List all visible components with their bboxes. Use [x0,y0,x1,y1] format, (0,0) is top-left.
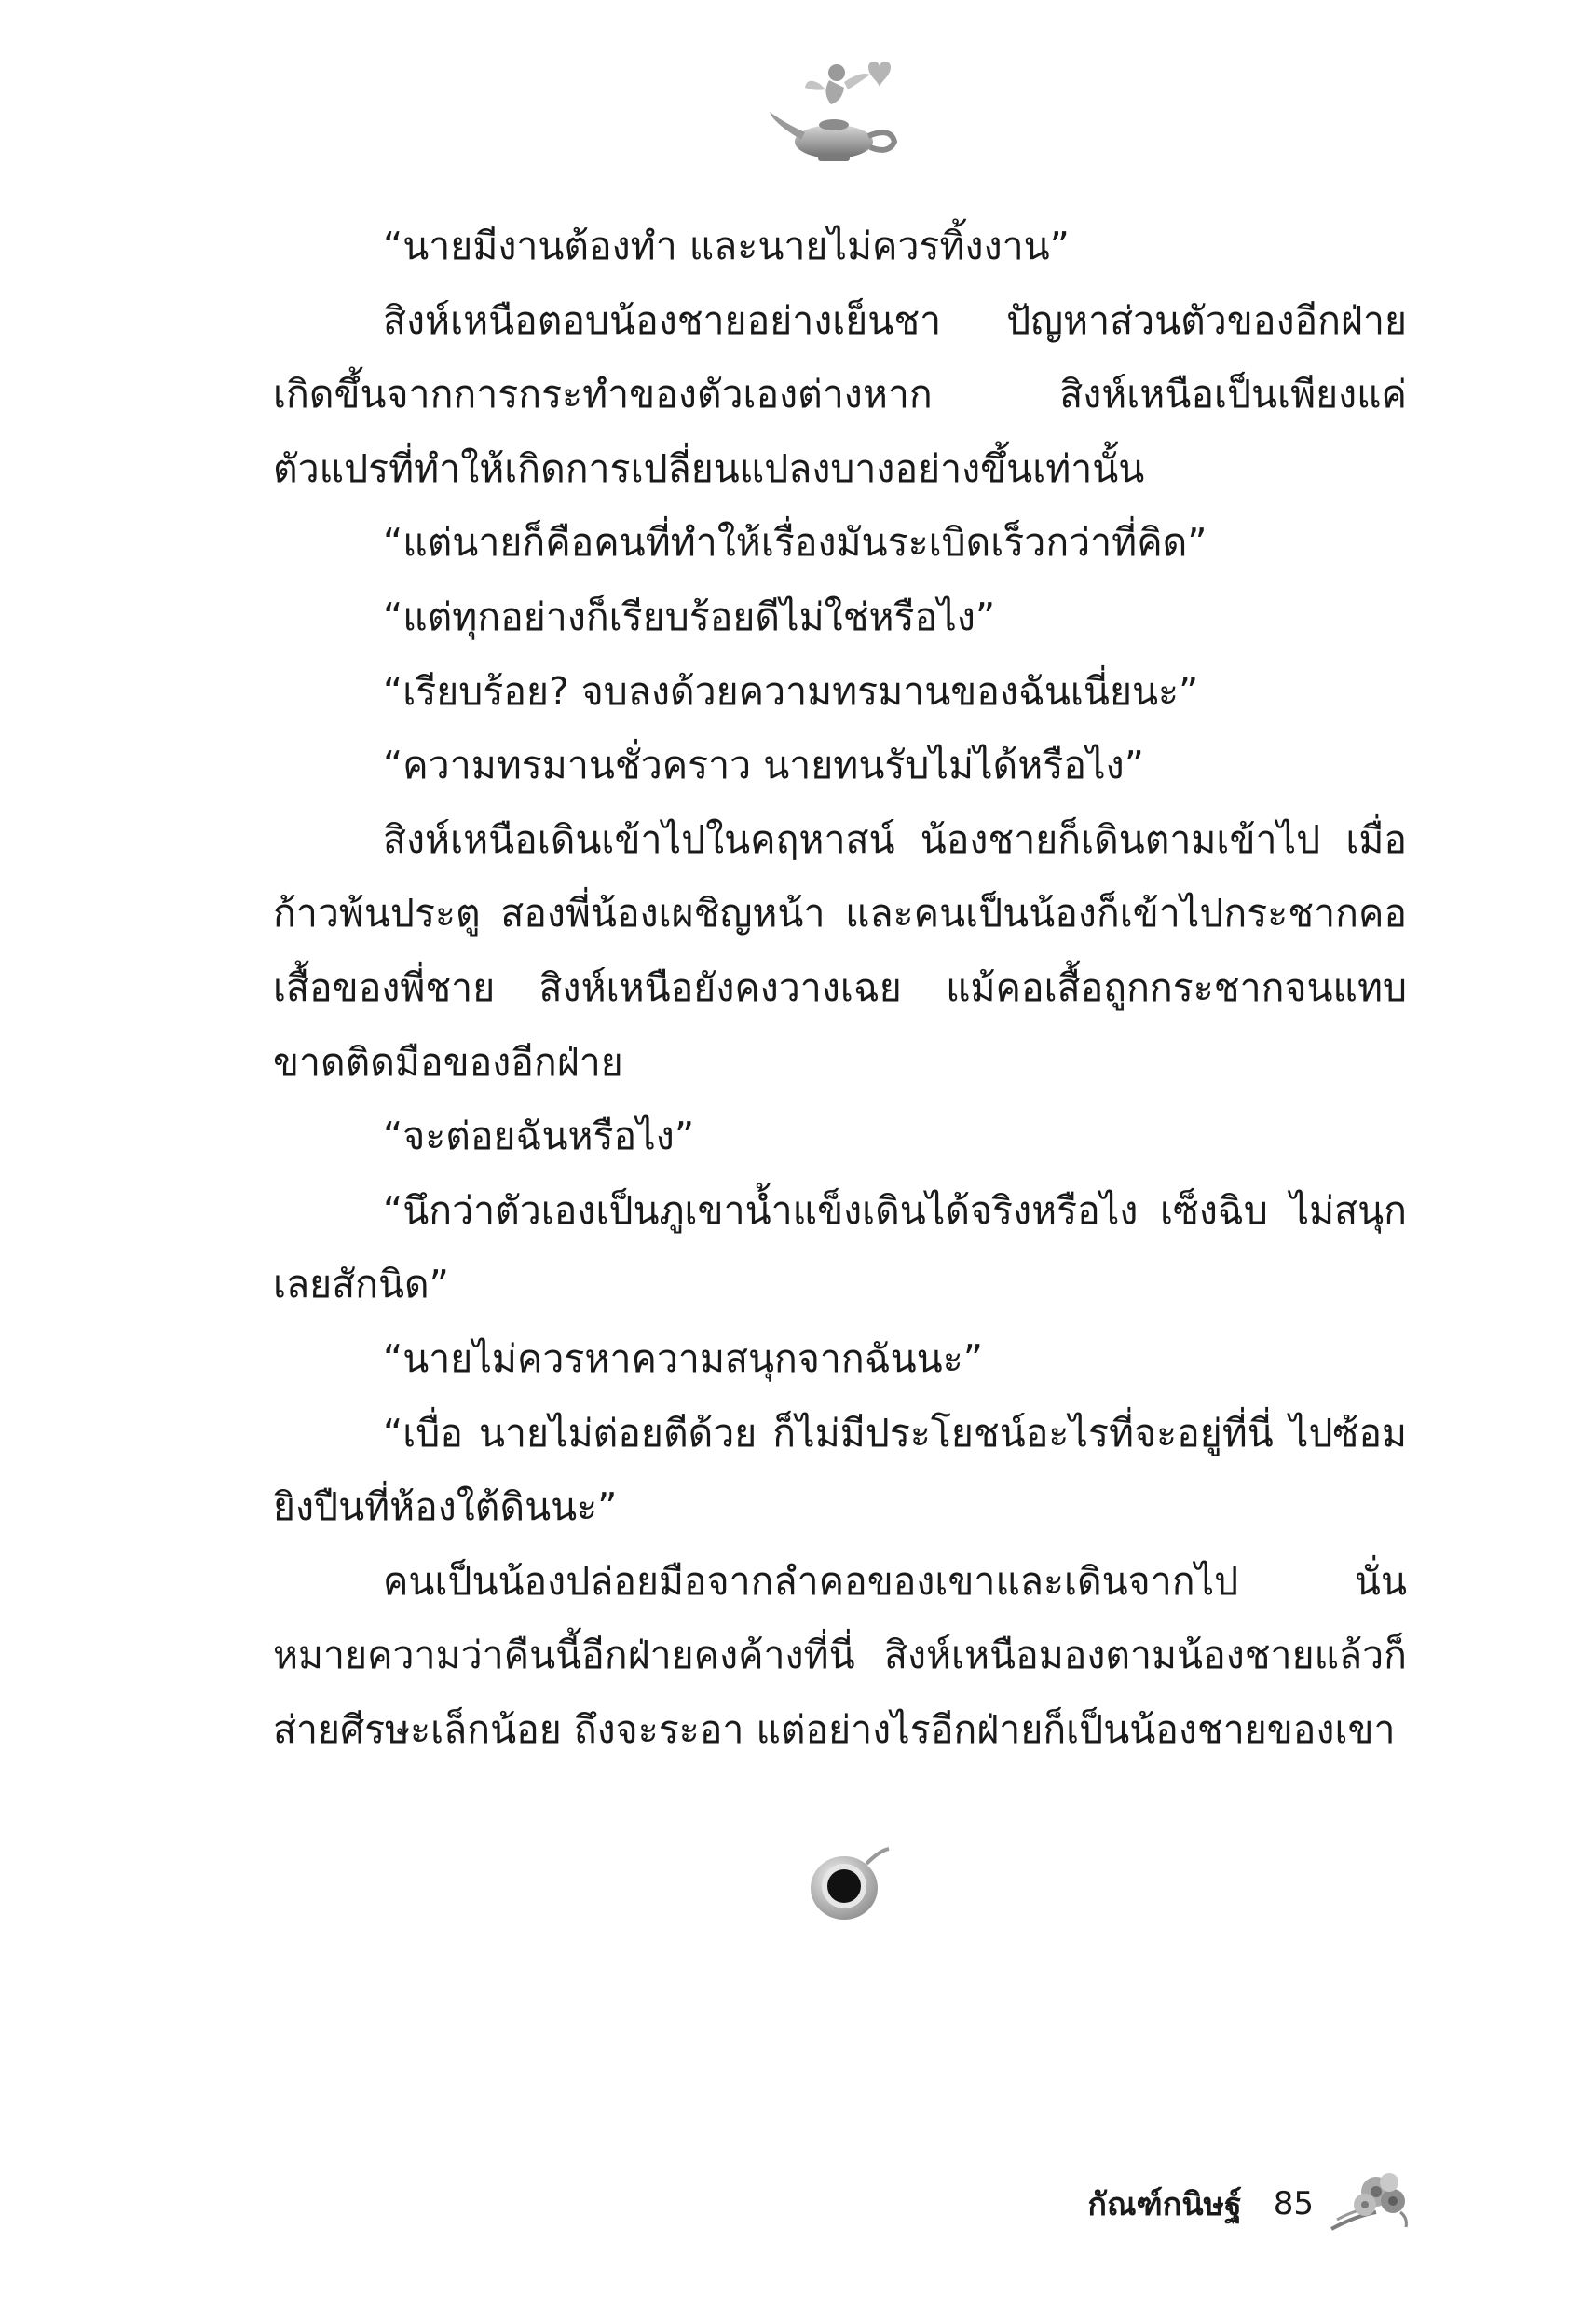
page-number: 85 [1273,2185,1314,2222]
book-title: กัณฑ์กนิษฐ์ [1087,2186,1242,2223]
paragraph: “เบื่อ นายไม่ต่อยตีด้วย ก็ไม่มีประโยชน์อะไรที่จะอยู่ที่นี่ ไปซ้อมยิงปืนที่ห้องใต้ดินนะ” [273,1410,1407,1530]
paragraph: “จะต่อยฉันหรือไง” [383,1114,695,1159]
paragraph: คนเป็นน้องปล่อยมือจากลำคอของเขาและเดินจากไป นั่นหมายความว่าคืนนี้อีกฝ่ายคงค้างที่นี่ สิงห์เหนือมองตามน้องชายแล้วก็ส่ายศีรษะเล็กน้อย ถึงจะระอา แต่อย่างไรอีกฝ่ายก็เป็นน้องชายของเขา [273,1558,1407,1752]
paragraph: สิงห์เหนือตอบน้องชายอย่างเย็นชา ปัญหาส่วนตัวของอีกฝ่ายเกิดขึ้นจากการกระทำของตัวเองต่างหาก สิงห์เหนือเป็นเพียงแค่ตัวแปรที่ทำให้เกิดการเปลี่ยนแปลงบางอย่างขึ้นเท่านั้น [273,297,1407,491]
coffee-cup-icon [803,1843,894,1927]
paragraph: “ความทรมานชั่วคราว นายทนรับไม่ได้หรือไง” [383,743,1144,788]
paragraph: “นายไม่ควรหาความสนุกจากฉันนะ” [383,1335,983,1381]
paragraph: “นายมีงานต้องทำ และนายไม่ควรทิ้งงาน” [383,224,1070,268]
paragraph: “แต่ทุกอย่างก็เรียบร้อยดีไม่ใช่หรือไง” [383,594,996,639]
paragraph: “แต่นายก็คือคนที่ทำให้เรื่องมันระเบิดเร็วกว่าที่คิด” [383,520,1207,566]
paragraph: “นึกว่าตัวเองเป็นภูเขาน้ำแข็งเดินได้จริงหรือไง เซ็งฉิบ ไม่สนุกเลยสักนิด” [273,1187,1407,1307]
flower-bouquet-icon [1328,2164,1412,2235]
teapot-cupid-ornament-icon [764,56,904,168]
paragraph: สิงห์เหนือเดินเข้าไปในคฤหาสน์ น้องชายก็เดินตามเข้าไป เมื่อก้าวพ้นประตู สองพี่น้องเผชิญหน้า และคนเป็นน้องก็เข้าไปกระชากคอเสื้อของพี่ชาย สิงห์เหนือยังคงวางเฉย แม้คอเสื้อถูกกระชากจนแทบขาดติดมือของอีกฝ่าย [273,816,1407,1085]
chapter-text [273,210,1407,1767]
paragraph: “เรียบร้อย? จบลงด้วยความทรมานของฉันเนี่ยนะ” [383,668,1199,714]
